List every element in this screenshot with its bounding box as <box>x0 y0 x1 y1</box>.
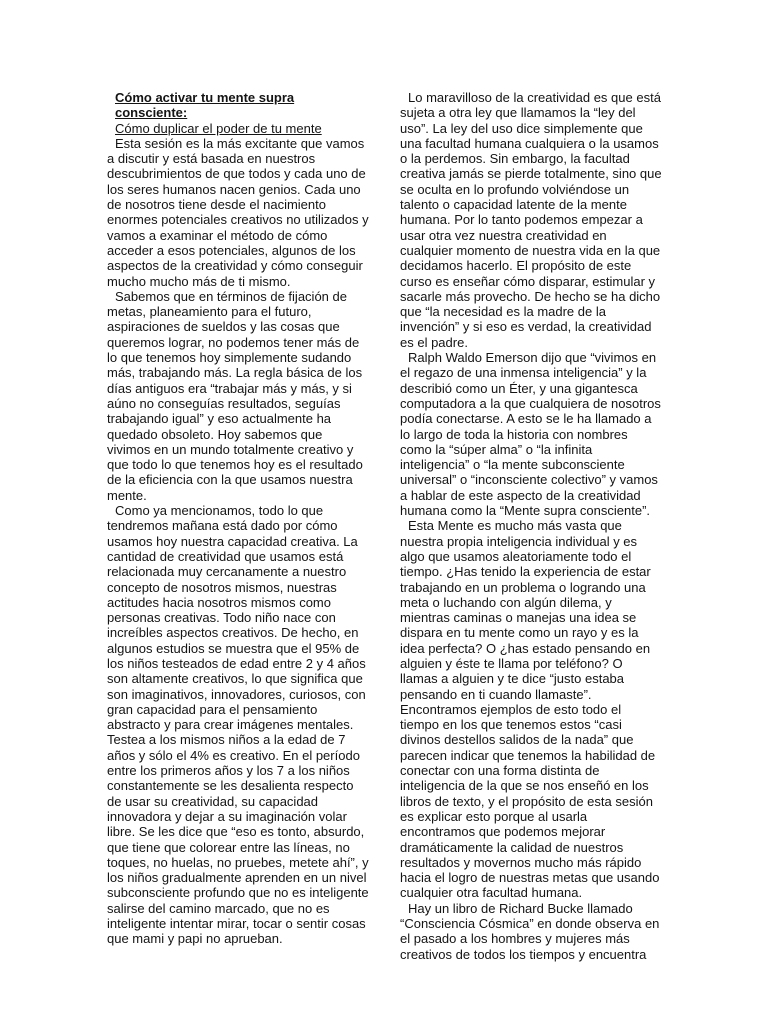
paragraph: Hay un libro de Richard Bucke llamado “Consciencia Cósmica” en donde observa en el pasado a los hombres y mujeres más creativos de todos los tiempos y encuentra <box>400 900 660 962</box>
paragraph: Como ya mencionamos, todo lo que tendremos mañana está dado por cómo usamos hoy nuestra capacidad creativa. La cantidad de creatividad que usamos está relacionada muy cercanamente a nuestro concepto de nosotros mismos, nuestras actitudes hacia nosotros mismos como personas creativas. Todo niño nace con increíbles aspectos creativos. De hecho, en algunos estudios se muestra que el 95% de los niños testeados de edad entre 2 y 4 años son altamente creativos, lo que significa que son imaginativos, innovadores, curiosos, con gran capacidad para el pensamiento abstracto y para crear imágenes mentales. Testea a los mismos niños a la edad de 7 años y sólo el 4% es creativo. En el período entre los primeros años y los 7 a los niños constantemente se les desalienta respecto de usar su creatividad, su capacidad innovadora y dejar a su imaginación volar libre. Se les dice que “eso es tonto, absurdo, que tiene que colorear entre las líneas, no toques, no huelas, no pruebes, metete ahí”, y los niños gradualmente aprenden en un nivel subconsciente profundo que no es inteligente salirse del camino marcado, que no es inteligente intentar mirar, tocar o sentir cosas que mami y papi no aprueban. <box>107 503 369 947</box>
paragraph: Esta Mente es mucho más vasta que nuestra propia inteligencia individual y es algo que usamos aleatoriamente todo el tiempo. ¿Has tenido la experiencia de estar trabajando en un problema o logrando una meta o luchando con algún dilema, y mientras caminas o manejas una idea se dispara en tu mente como un rayo y es la idea perfecta? O ¿has estado pensando en alguien y éste te llama por teléfono? O llamas a alguien y te dice “justo estaba pensando en ti cuando llamaste”. Encontramos ejemplos de esto todo el tiempo en los que tenemos estos “casi divinos destellos salidos de la nada” que parecen indicar que tenemos la habilidad de conectar con una forma distinta de inteligencia de la que se nos enseñó en los libros de texto, y el propósito de esta sesión es explicar esto porque al usarla encontramos que podemos mejorar dramáticamente la calidad de nuestros resultados y movernos mucho más rápido hacia el logro de nuestras metas que usando cualquier otra facultad humana. <box>400 518 660 901</box>
paragraph: Lo maravilloso de la creatividad es que está sujeta a otra ley que llamamos la “ley del uso”. La ley del uso dice simplemente que una facultad humana cualquiera o la usamos o la perdemos. Sin embargo, la facultad creativa jamás se pierde totalmente, sino que se oculta en lo profundo volviéndose un talento o capacidad latente de la mente humana. Por lo tanto podemos empezar a usar otra vez nuestra creatividad en cualquier momento de nuestra vida en la que decidamos hacerlo. El propósito de este curso es enseñar cómo disparar, estimular y sacarle más provecho. De hecho se ha dicho que “la necesidad es la madre de la invención” y si eso es verdad, la creatividad es el padre. <box>400 90 662 350</box>
paragraph: Ralph Waldo Emerson dijo que “vivimos en el regazo de una inmensa inteligencia” y la describió como un Éter, y una gigantesca computadora a la que cualquiera de nosotros podía conectarse. A esto se le ha llamado a lo largo de toda la historia con nombres como la “súper alma” o “la infinita inteligencia” o “la mente subconsciente universal” o “inconsciente colectivo” y vamos a hablar de este aspecto de la creatividad humana como la “Mente supra consciente”. <box>400 350 661 519</box>
paragraph: Esta sesión es la más excitante que vamos a discutir y está basada en nuestros descubrimientos de que todos y cada uno de los seres humanos nacen genios. Cada uno de nosotros tiene desde el nacimiento enormes potenciales creativos no utilizados y vamos a examinar el método de cómo acceder a esos potenciales, algunos de los aspectos de la creatividad y cómo conseguir mucho mucho más de ti mismo. <box>107 135 369 289</box>
section-heading: Cómo activar tu mente supra consciente: <box>115 90 295 121</box>
right-column <box>400 90 662 962</box>
left-column <box>107 90 369 947</box>
paragraph: Sabemos que en términos de fijación de metas, planeamiento para el futuro, aspiraciones de sueldos y las cosas que queremos lograr, no podemos tener más de lo que tenemos hoy simplemente sudando más, trabajando más. La regla básica de los días antiguos era “trabajar más y más, y si aúno no conseguías resultados, seguías trabajando igual” y eso actualmente ha quedado obsoleto. Hoy sabemos que vivimos en un mundo totalmente creativo y que todo lo que tenemos hoy es el resultado de la eficiencia con la que usamos nuestra mente. <box>107 288 363 503</box>
section-subheading: Cómo duplicar el poder de tu mente <box>115 120 322 136</box>
